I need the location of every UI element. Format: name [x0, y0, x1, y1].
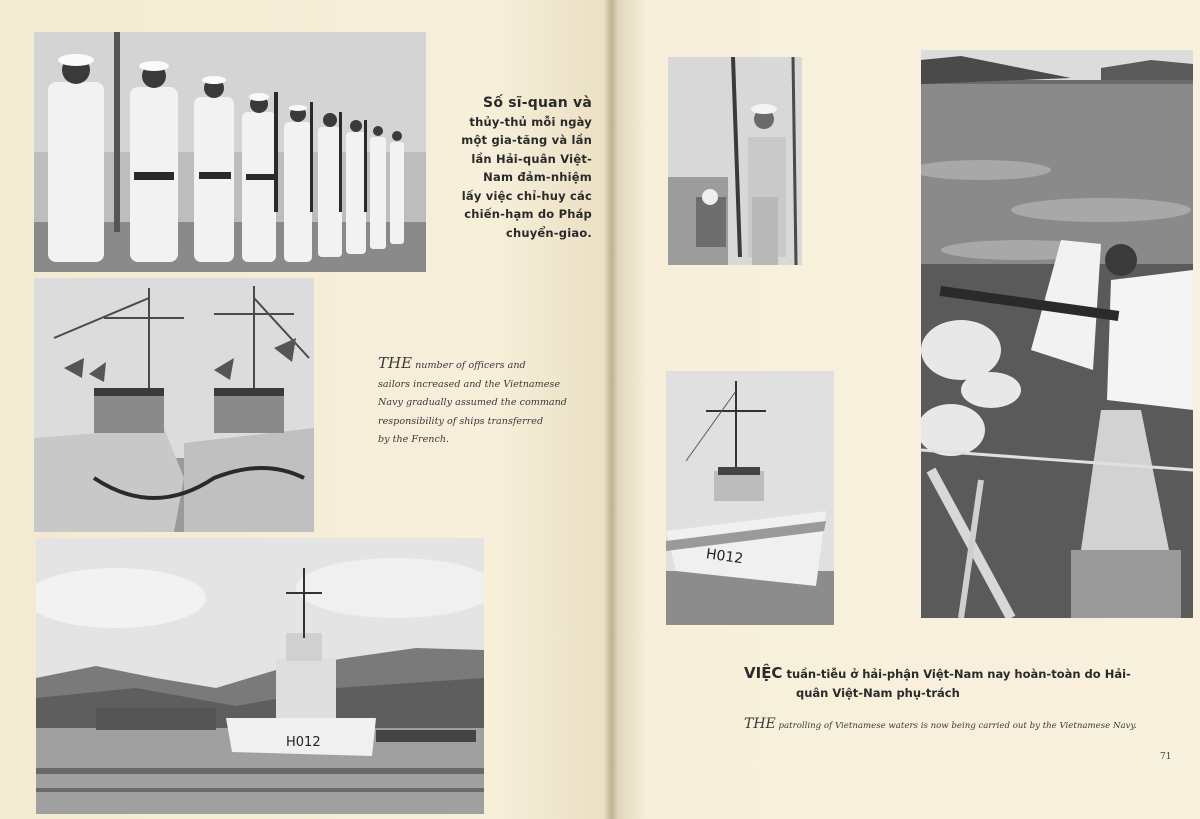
vn-caption-line-2: quân Việt-Nam phụ-trách — [796, 686, 960, 700]
vn-line-5: Nam đảm-nhiệm — [483, 170, 592, 184]
vietnamese-caption-right — [744, 664, 1131, 703]
vn-line-8: chuyển-giao. — [505, 225, 592, 240]
photo-ships-docked-flags — [34, 278, 314, 532]
en-line-3: Navy gradually assumed the command — [378, 397, 567, 409]
en-line-1 — [378, 354, 564, 376]
hull-number-right: H012 — [704, 546, 745, 568]
vn-line-4: lần Hải-quân Việt- — [471, 151, 592, 166]
vn-line-7: chiến-hạm do Pháp — [464, 207, 592, 221]
hull-number-left: H012 — [286, 735, 321, 750]
vn-line-1: Số sĩ-quan và — [483, 95, 592, 111]
photo-sailors-saluting — [34, 32, 426, 272]
vn-line-2: thủy-thủ mỗi ngày — [469, 114, 592, 129]
en-caption-rest: patrolling of Vietnamese waters is now being carried out by the Vietnamese Navy. — [775, 721, 1137, 731]
en-caption-dropcap: THE — [744, 716, 776, 732]
photo-deck-gun-at-sea — [921, 50, 1193, 618]
page-number: 71 — [1160, 752, 1172, 762]
book-gutter — [604, 0, 618, 819]
en-line-4: responsibility of ships transferred — [378, 415, 544, 427]
vn-caption-dropcap: VIỆC — [744, 664, 783, 682]
photo-ship-bow-view — [666, 371, 834, 625]
en-dropcap-the: THE — [378, 354, 413, 372]
photo-officer-on-deck — [668, 57, 802, 265]
vn-line-3: một gia-tăng và lần — [461, 133, 592, 147]
english-caption-left — [378, 354, 567, 450]
english-caption-right — [744, 716, 1144, 732]
vn-caption-line-1 — [744, 664, 1131, 684]
vn-caption-line-1-rest: tuần-tiễu ở hải-phận Việt-Nam nay hoàn-toàn do Hải- — [782, 667, 1131, 681]
photo-ship-harbor-mountains — [36, 538, 484, 814]
vn-line-6: lấy việc chỉ-huy các — [461, 188, 592, 203]
vietnamese-caption-left — [452, 94, 592, 242]
en-line-5: by the French. — [378, 434, 450, 446]
en-line-1-rest: number of officers and — [412, 360, 526, 371]
en-line-2: sailors increased and the Vietnamese — [378, 378, 560, 390]
